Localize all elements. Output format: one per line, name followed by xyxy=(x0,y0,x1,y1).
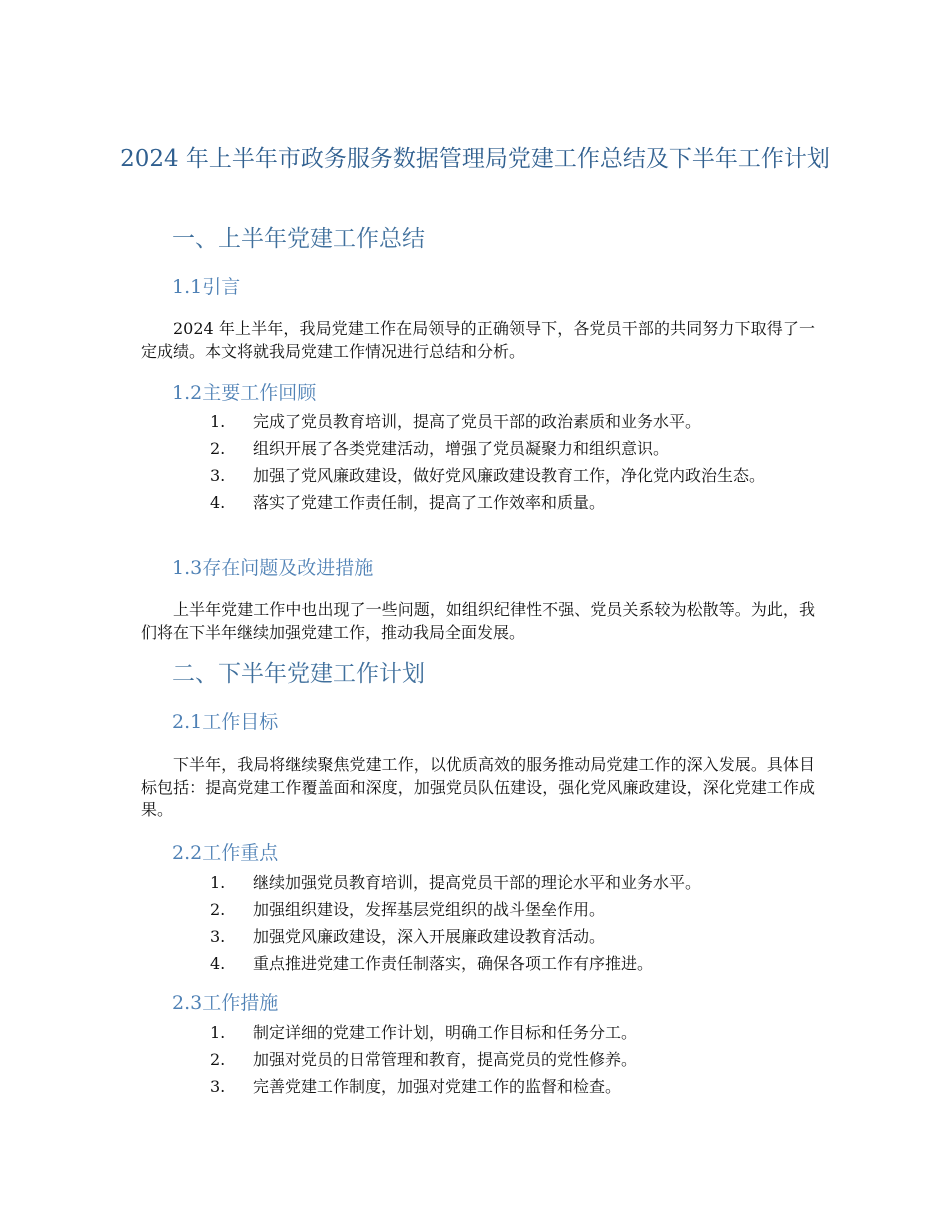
list-item-number: 3. xyxy=(210,927,226,946)
list-item-text: 加强了党风廉政建设，做好党风廉政建设教育工作，净化党内政治生态。 xyxy=(253,466,766,485)
list-item xyxy=(172,464,817,488)
list-item-text: 组织开展了各类党建活动，增强了党员凝聚力和组织意识。 xyxy=(253,439,670,458)
list-item-text: 完善党建工作制度，加强对党建工作的监督和检查。 xyxy=(253,1077,622,1096)
section-1-heading: 一、上半年党建工作总结 xyxy=(172,226,425,252)
list-item xyxy=(172,491,817,515)
list-item xyxy=(172,952,817,976)
list-item-number: 3. xyxy=(210,466,226,485)
list-item xyxy=(172,871,817,895)
list-item-number: 2. xyxy=(210,439,226,458)
section-1-1-paragraph: 2024 年上半年，我局党建工作在局领导的正确领导下，各党员干部的共同努力下取得了一定成绩。本文将就我局党建工作情况进行总结和分析。 xyxy=(141,319,815,361)
section-2-3-heading: 2.3工作措施 xyxy=(172,992,279,1014)
list-item xyxy=(172,437,817,461)
list-item-number: 1. xyxy=(210,1023,226,1042)
list-item xyxy=(172,1048,817,1072)
list-item xyxy=(172,1075,817,1099)
document-title: 2024 年上半年市政务服务数据管理局党建工作总结及下半年工作计划 xyxy=(120,146,830,172)
list-item-text: 加强党风廉政建设，深入开展廉政建设教育活动。 xyxy=(253,927,606,946)
section-2-1-paragraph: 下半年，我局将继续聚焦党建工作，以优质高效的服务推动局党建工作的深入发展。具体目标包括：提高党建工作覆盖面和深度，加强党员队伍建设，强化党风廉政建设，深化党建工作成果。 xyxy=(141,755,815,819)
list-item-text: 重点推进党建工作责任制落实，确保各项工作有序推进。 xyxy=(253,954,654,973)
list-item-number: 2. xyxy=(210,1050,226,1069)
list-item-number: 3. xyxy=(210,1077,226,1096)
list-item-number: 1. xyxy=(210,873,226,892)
section-1-3-heading: 1.3存在问题及改进措施 xyxy=(172,557,374,579)
list-item xyxy=(172,1021,817,1045)
list-item xyxy=(172,410,817,434)
list-item-number: 4. xyxy=(210,493,226,512)
section-1-1-heading: 1.1引言 xyxy=(172,276,241,298)
list-item-text: 继续加强党员教育培训，提高党员干部的理论水平和业务水平。 xyxy=(253,873,702,892)
list-item-text: 制定详细的党建工作计划，明确工作目标和任务分工。 xyxy=(253,1023,638,1042)
list-item-text: 加强对党员的日常管理和教育，提高党员的党性修养。 xyxy=(253,1050,638,1069)
section-2-2-list xyxy=(172,871,817,979)
list-item-number: 2. xyxy=(210,900,226,919)
list-item-text: 完成了党员教育培训，提高了党员干部的政治素质和业务水平。 xyxy=(253,412,702,431)
section-2-heading: 二、下半年党建工作计划 xyxy=(172,661,425,687)
section-2-3-list xyxy=(172,1021,817,1102)
list-item-number: 1. xyxy=(210,412,226,431)
section-1-3-paragraph: 上半年党建工作中也出现了一些问题，如组织纪律性不强、党员关系较为松散等。为此，我们将在下半年继续加强党建工作，推动我局全面发展。 xyxy=(141,600,815,642)
section-2-1-heading: 2.1工作目标 xyxy=(172,711,279,733)
list-item xyxy=(172,898,817,922)
section-1-2-heading: 1.2主要工作回顾 xyxy=(172,382,317,404)
list-item-text: 落实了党建工作责任制，提高了工作效率和质量。 xyxy=(253,493,606,512)
list-item-number: 4. xyxy=(210,954,226,973)
list-item-text: 加强组织建设，发挥基层党组织的战斗堡垒作用。 xyxy=(253,900,606,919)
section-1-2-list xyxy=(172,410,817,518)
list-item xyxy=(172,925,817,949)
section-2-2-heading: 2.2工作重点 xyxy=(172,842,279,864)
